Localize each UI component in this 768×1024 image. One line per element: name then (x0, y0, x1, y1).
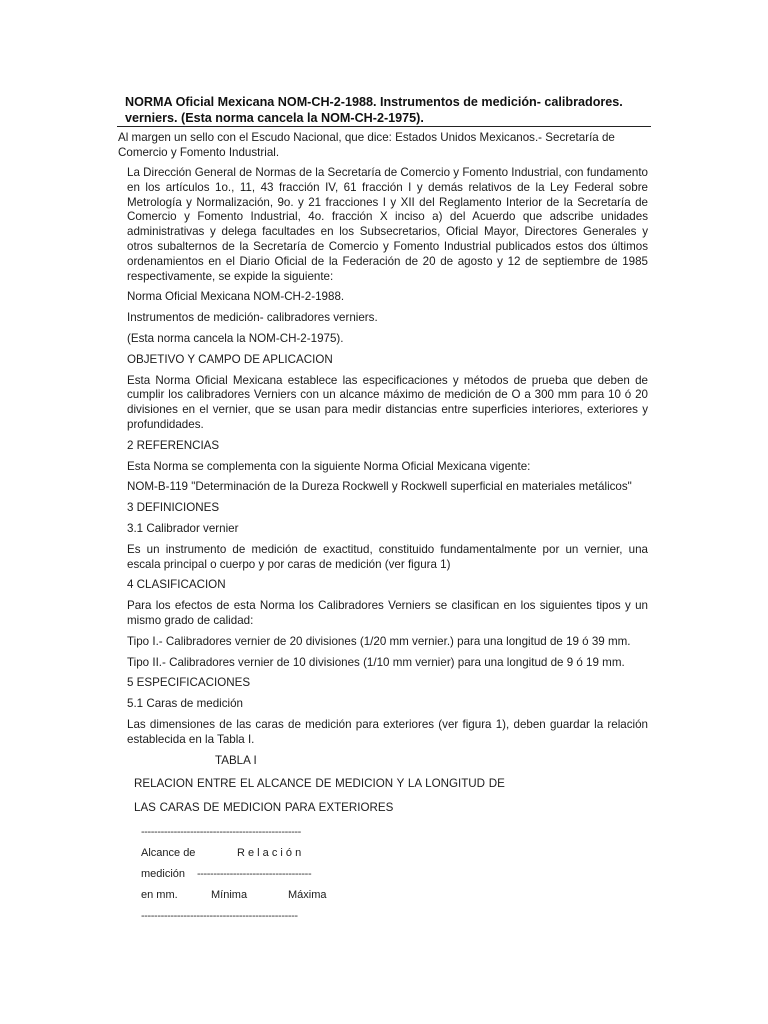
table-header-maxima: Máxima (288, 888, 327, 901)
tipo-ii-item: Tipo II.- Calibradores vernier de 10 divisiones (1/10 mm vernier) para una longitud de 9 ó 19 mm. (127, 655, 625, 669)
document-title: NORMA Oficial Mexicana NOM-CH-2-1988. Instrumentos de medición- calibradores. verniers. (Esta norma cancela la NOM-CH-2-1975). (125, 95, 623, 125)
table-header-rule: ----------------------------------- (197, 867, 312, 880)
section-heading-definiciones: 3 DEFINICIONES (127, 501, 220, 515)
tipo-i-item: Tipo I.- Calibradores vernier de 20 divisiones (1/20 mm vernier.) para una longitud de 19 ó 39 mm. (127, 634, 631, 648)
clasificacion-paragraph: Para los efectos de esta Norma los Calibradores Verniers se clasifican en los siguientes tipos y un mismo grado de calidad: (127, 599, 648, 627)
subsection-heading-calibrador: 3.1 Calibrador vernier (127, 521, 239, 535)
intro-paragraph: La Dirección General de Normas de la Secretaría de Comercio y Fomento Industrial, con fundamento en los artículos 1o., 11, 43 fracción IV, 61 fracción I y demás relativos de la Ley Federal sobre Metrología y Normalización, 9o. y 21 fracciones I y XII del Reglamento Interior de la Secretaría de Comercio y Fomento Industrial, 4o. fracción X inciso a) del Acuerdo que adscribe unidades administrativas y delega facultades en los Subsecretarios, Oficial Mayor, Directores Generales y otros subalternos de la Secretaría de Comercio y Fomento Industrial publicados estos dos últimos ordenamientos en el Diario Oficial de la Federación de 20 de agosto y 12 de septiembre de 1985 respectivamente, se expide la siguiente: (127, 166, 648, 283)
table-header-relacion: R e l a c i ó n (237, 846, 302, 859)
ascii-table (141, 825, 648, 930)
table-header-unit: en mm. (141, 888, 178, 901)
table-caption-line-2: LAS CARAS DE MEDICION PARA EXTERIORES (134, 801, 394, 815)
section-heading-referencias: 2 REFERENCIAS (127, 438, 220, 452)
norma-name: Norma Oficial Mexicana NOM-CH-2-1988. (127, 290, 345, 304)
table-caption-line-1: RELACION ENTRE EL ALCANCE DE MEDICION Y LA LONGITUD DE (134, 777, 505, 791)
section-heading-especificaciones: 5 ESPECIFICACIONES (127, 676, 251, 690)
table-title: TABLA I (215, 753, 257, 767)
subsection-heading-caras: 5.1 Caras de medición (127, 697, 243, 711)
objetivo-paragraph: Esta Norma Oficial Mexicana establece las especificaciones y métodos de prueba que deben de cumplir los calibradores Verniers con un alcance máximo de medición de O a 300 mm para 10 ó 20 divisiones en el vernier, que se usan para medir distancias entre superficies interiores, exteriores y profundidades. (127, 373, 648, 431)
table-bottom-rule: ------------------------------------------------ (141, 909, 298, 922)
referencias-paragraph: Esta Norma se complementa con la siguiente Norma Oficial Mexicana vigente: (127, 459, 531, 473)
title-divider (117, 126, 651, 127)
reference-item: NOM-B-119 "Determinación de la Dureza Rockwell y Rockwell superficial en materiales metálicos" (127, 480, 632, 494)
table-header-alcance: Alcance de (141, 846, 196, 859)
norma-cancel-note: (Esta norma cancela la NOM-CH-2-1975). (127, 331, 344, 345)
table-header-minima: Mínima (211, 888, 248, 901)
table-top-rule: ------------------------------------------------- (141, 825, 301, 838)
definicion-paragraph: Es un instrumento de medición de exactitud, constituido fundamentalmente por un vernier, una escala principal o cuerpo y por caras de medición (ver figura 1) (127, 542, 648, 571)
caras-paragraph: Las dimensiones de las caras de medición para exteriores (ver figura 1), deben guardar la relación establecida en la Tabla I. (127, 717, 648, 746)
section-heading-objetivo: OBJETIVO Y CAMPO DE APLICACION (127, 352, 333, 366)
preamble-text: Al margen un sello con el Escudo Nacional, que dice: Estados Unidos Mexicanos.- Secretaría de Comercio y Fomento Industrial. (118, 131, 615, 159)
table-header-medicion: medición (141, 867, 186, 880)
document-body (127, 166, 648, 930)
section-heading-clasificacion: 4 CLASIFICACION (127, 578, 226, 592)
norma-subject: Instrumentos de medición- calibradores verniers. (127, 311, 378, 325)
